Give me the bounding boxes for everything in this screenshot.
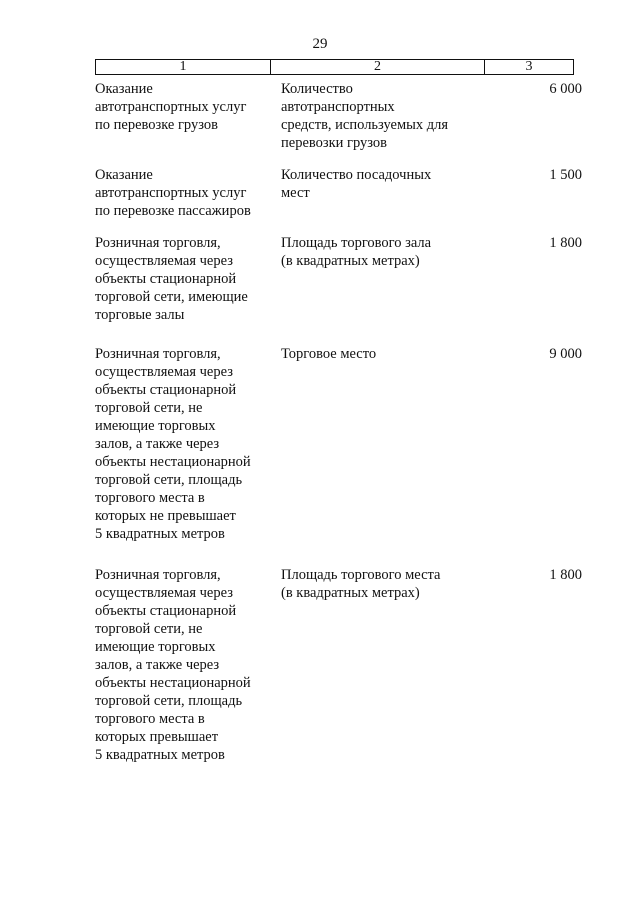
value-cell: 9 000	[549, 346, 582, 362]
indicator-line: Площадь торгового места	[281, 567, 441, 583]
indicator-line: Количество	[281, 81, 353, 97]
activity-line: объекты стационарной	[95, 603, 237, 619]
indicator-cell	[281, 80, 481, 152]
activity-line: объекты нестационарной	[95, 454, 251, 470]
activity-line: торговой сети, не	[95, 400, 203, 416]
activity-line: Оказание	[95, 81, 153, 97]
activity-cell	[95, 166, 273, 220]
activity-line: осуществляемая через	[95, 585, 233, 601]
value-cell: 1 800	[549, 567, 582, 583]
indicator-line: мест	[281, 185, 310, 201]
activity-cell	[95, 345, 273, 543]
indicator-line: Количество посадочных	[281, 167, 432, 183]
activity-line: торговой сети, площадь	[95, 472, 243, 488]
indicator-cell	[281, 566, 481, 602]
indicator-cell	[281, 166, 481, 202]
activity-line: которых не превышает	[95, 508, 236, 524]
activity-line: залов, а также через	[95, 657, 220, 673]
activity-line: торговой сети, имеющие	[95, 289, 248, 305]
activity-line: залов, а также через	[95, 436, 220, 452]
activity-line: 5 квадратных метров	[95, 526, 225, 542]
activity-line: торговые залы	[95, 307, 185, 323]
activity-line: имеющие торговых	[95, 639, 216, 655]
activity-line: торговой сети, не	[95, 621, 203, 637]
activity-line: Оказание	[95, 167, 153, 183]
page-number: 29	[312, 36, 328, 52]
indicator-cell	[281, 345, 481, 363]
activity-line: осуществляемая через	[95, 253, 233, 269]
activity-line: торговой сети, площадь	[95, 693, 243, 709]
indicator-line: перевозки грузов	[281, 135, 388, 151]
activity-cell	[95, 80, 273, 134]
indicator-cell	[281, 234, 481, 270]
activity-line: Розничная торговля,	[95, 235, 221, 251]
activity-cell	[95, 234, 273, 324]
activity-line: осуществляемая через	[95, 364, 233, 380]
indicator-line: Площадь торгового зала	[281, 235, 432, 251]
activity-line: автотранспортных услуг	[95, 99, 247, 115]
activity-line: по перевозке грузов	[95, 117, 218, 133]
activity-line: объекты нестационарной	[95, 675, 251, 691]
column-header-3: 3	[525, 59, 533, 74]
activity-line: торгового места в	[95, 490, 205, 506]
indicator-line: (в квадратных метрах)	[281, 585, 420, 601]
activity-cell	[95, 566, 273, 764]
value-cell: 1 800	[549, 235, 582, 251]
indicator-line: (в квадратных метрах)	[281, 253, 420, 269]
activity-line: объекты стационарной	[95, 271, 237, 287]
activity-line: автотранспортных услуг	[95, 185, 247, 201]
activity-line: по перевозке пассажиров	[95, 203, 251, 219]
activity-line: торгового места в	[95, 711, 205, 727]
activity-line: Розничная торговля,	[95, 567, 221, 583]
activity-line: 5 квадратных метров	[95, 747, 225, 763]
table-header	[95, 59, 574, 75]
indicator-line: Торговое место	[281, 346, 377, 362]
indicator-line: средств, используемых для	[281, 117, 449, 133]
value-cell: 6 000	[549, 81, 582, 97]
activity-line: объекты стационарной	[95, 382, 237, 398]
activity-line: имеющие торговых	[95, 418, 216, 434]
column-header-2: 2	[271, 60, 485, 74]
value-cell: 1 500	[549, 167, 582, 183]
column-header-1: 1	[96, 60, 271, 74]
indicator-line: автотранспортных	[281, 99, 395, 115]
activity-line: которых превышает	[95, 729, 219, 745]
activity-line: Розничная торговля,	[95, 346, 221, 362]
